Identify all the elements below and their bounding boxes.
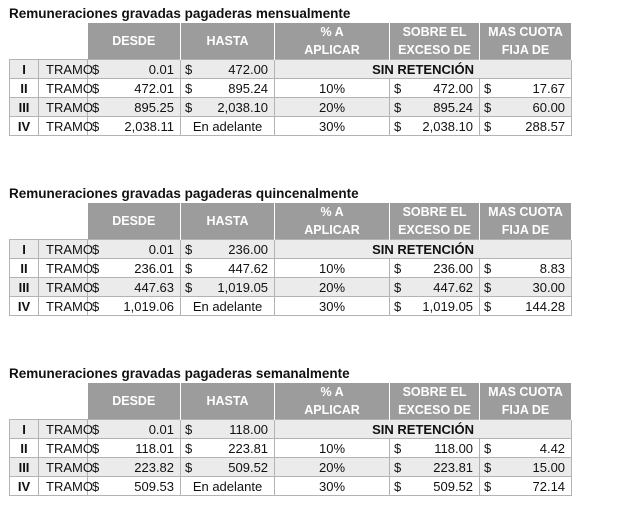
table-row (10, 297, 622, 316)
hasta-value: 895.24 (201, 79, 275, 98)
currency-symbol: $ (390, 259, 410, 278)
currency-symbol: $ (390, 439, 410, 458)
header-cuota-line1: MAS CUOTA (488, 205, 563, 219)
pct-value: 10% (275, 79, 390, 98)
cuota-value: 4.42 (500, 439, 572, 458)
header-exceso-line2: EXCESO DE (398, 403, 471, 417)
header-pct-line1: % A (320, 205, 344, 219)
currency-symbol: $ (88, 278, 108, 297)
currency-symbol: $ (480, 98, 500, 117)
table-row (10, 259, 622, 278)
hasta-value: 509.52 (201, 458, 275, 477)
header-exceso-line1: SOBRE EL (402, 205, 467, 219)
cuota-value: 8.83 (500, 259, 572, 278)
currency-symbol: $ (390, 117, 410, 136)
desde-value: 472.01 (108, 79, 181, 98)
pct-value: 20% (275, 278, 390, 297)
currency-symbol: $ (480, 79, 500, 98)
pct-value: 10% (275, 439, 390, 458)
table-row (10, 420, 622, 439)
desde-value: 447.63 (108, 278, 181, 297)
rate-table-section (9, 365, 621, 496)
currency-symbol: $ (480, 458, 500, 477)
cuota-value: 60.00 (500, 98, 572, 117)
row-numeral: II (10, 79, 39, 98)
header-exceso-line1: SOBRE EL (402, 25, 467, 39)
hasta-value: 236.00 (201, 240, 275, 259)
header-exceso (390, 203, 480, 240)
exceso-value: 447.62 (410, 278, 480, 297)
hasta-value: 447.62 (201, 259, 275, 278)
pct-value: 30% (275, 297, 390, 316)
currency-symbol: $ (181, 259, 201, 278)
currency-symbol: $ (88, 60, 108, 79)
currency-symbol: $ (390, 297, 410, 316)
row-label: TRAMO (39, 278, 88, 297)
currency-symbol: $ (480, 477, 500, 496)
currency-symbol: $ (390, 98, 410, 117)
row-numeral: II (10, 439, 39, 458)
row-numeral: II (10, 259, 39, 278)
currency-symbol: $ (88, 439, 108, 458)
exceso-value: 118.00 (410, 439, 480, 458)
rate-table-section (9, 5, 621, 136)
hasta-value: 472.00 (201, 60, 275, 79)
header-pct-line2: APLICAR (304, 43, 360, 57)
header-desde: DESDE (88, 383, 181, 420)
header-blank (10, 203, 88, 240)
currency-symbol: $ (88, 477, 108, 496)
desde-value: 0.01 (108, 420, 181, 439)
rate-table (9, 383, 622, 496)
header-exceso (390, 23, 480, 60)
exceso-value: 895.24 (410, 98, 480, 117)
header-exceso-line2: EXCESO DE (398, 223, 471, 237)
currency-symbol: $ (181, 240, 201, 259)
hasta-text: En adelante (181, 297, 275, 316)
header-cuota-line1: MAS CUOTA (488, 25, 563, 39)
desde-value: 895.25 (108, 98, 181, 117)
currency-symbol: $ (181, 79, 201, 98)
currency-symbol: $ (390, 79, 410, 98)
exceso-value: 509.52 (410, 477, 480, 496)
header-cuota-line2: FIJA DE (501, 43, 550, 57)
row-numeral: IV (10, 297, 39, 316)
hasta-value: 2,038.10 (201, 98, 275, 117)
header-cuota-line2: FIJA DE (501, 223, 550, 237)
pct-value: 30% (275, 477, 390, 496)
currency-symbol: $ (480, 278, 500, 297)
header-desde: DESDE (88, 23, 181, 60)
pct-value: 20% (275, 458, 390, 477)
header-hasta: HASTA (181, 383, 275, 420)
table-row (10, 98, 622, 117)
exceso-value: 472.00 (410, 79, 480, 98)
currency-symbol: $ (480, 297, 500, 316)
header-hasta: HASTA (181, 23, 275, 60)
currency-symbol: $ (480, 259, 500, 278)
currency-symbol: $ (480, 439, 500, 458)
sin-retencion: SIN RETENCIÓN (275, 60, 572, 79)
row-label: TRAMO (39, 439, 88, 458)
table-row (10, 278, 622, 297)
header-pct-line2: APLICAR (304, 403, 360, 417)
section-title: Remuneraciones gravadas pagaderas semanalmente (9, 366, 350, 381)
section-title: Remuneraciones gravadas pagaderas quincenalmente (9, 186, 359, 201)
header-exceso-line1: SOBRE EL (402, 385, 467, 399)
row-numeral: III (10, 278, 39, 297)
row-label: TRAMO (39, 98, 88, 117)
header-cuota (480, 23, 572, 60)
table-row (10, 458, 622, 477)
hasta-value: 223.81 (201, 439, 275, 458)
header-row (10, 383, 622, 420)
header-cuota-line1: MAS CUOTA (488, 385, 563, 399)
table-row (10, 477, 622, 496)
hasta-text: En adelante (181, 117, 275, 136)
row-label: TRAMO (39, 297, 88, 316)
header-blank (10, 23, 88, 60)
exceso-value: 1,019.05 (410, 297, 480, 316)
pct-value: 20% (275, 98, 390, 117)
hasta-value: 1,019.05 (201, 278, 275, 297)
cuota-value: 30.00 (500, 278, 572, 297)
cuota-value: 17.67 (500, 79, 572, 98)
currency-symbol: $ (181, 98, 201, 117)
header-row (10, 203, 622, 240)
currency-symbol: $ (390, 458, 410, 477)
desde-value: 236.01 (108, 259, 181, 278)
currency-symbol: $ (88, 458, 108, 477)
table-row (10, 60, 622, 79)
hasta-text: En adelante (181, 477, 275, 496)
rate-table-section (9, 185, 621, 316)
currency-symbol: $ (88, 117, 108, 136)
currency-symbol: $ (181, 60, 201, 79)
row-numeral: III (10, 458, 39, 477)
cuota-value: 72.14 (500, 477, 572, 496)
currency-symbol: $ (88, 240, 108, 259)
row-label: TRAMO (39, 60, 88, 79)
pct-value: 30% (275, 117, 390, 136)
pct-value: 10% (275, 259, 390, 278)
header-blank (10, 383, 88, 420)
currency-symbol: $ (88, 79, 108, 98)
row-label: TRAMO (39, 477, 88, 496)
currency-symbol: $ (88, 98, 108, 117)
header-cuota-line2: FIJA DE (501, 403, 550, 417)
currency-symbol: $ (88, 420, 108, 439)
row-numeral: III (10, 98, 39, 117)
currency-symbol: $ (480, 117, 500, 136)
header-exceso (390, 383, 480, 420)
row-numeral: I (10, 60, 39, 79)
header-pct (275, 203, 390, 240)
table-row (10, 117, 622, 136)
header-desde: DESDE (88, 203, 181, 240)
currency-symbol: $ (390, 278, 410, 297)
currency-symbol: $ (390, 477, 410, 496)
desde-value: 2,038.11 (108, 117, 181, 136)
table-row (10, 240, 622, 259)
header-exceso-line2: EXCESO DE (398, 43, 471, 57)
rate-table (9, 203, 622, 316)
sin-retencion: SIN RETENCIÓN (275, 420, 572, 439)
header-row (10, 23, 622, 60)
header-pct (275, 383, 390, 420)
header-cuota (480, 383, 572, 420)
header-cuota (480, 203, 572, 240)
sin-retencion: SIN RETENCIÓN (275, 240, 572, 259)
header-pct-line1: % A (320, 25, 344, 39)
currency-symbol: $ (181, 278, 201, 297)
row-numeral: I (10, 240, 39, 259)
desde-value: 223.82 (108, 458, 181, 477)
row-label: TRAMO (39, 117, 88, 136)
header-pct-line2: APLICAR (304, 223, 360, 237)
currency-symbol: $ (181, 439, 201, 458)
desde-value: 118.01 (108, 439, 181, 458)
header-pct-line1: % A (320, 385, 344, 399)
row-numeral: IV (10, 117, 39, 136)
desde-value: 509.53 (108, 477, 181, 496)
row-label: TRAMO (39, 259, 88, 278)
table-row (10, 439, 622, 458)
row-label: TRAMO (39, 420, 88, 439)
currency-symbol: $ (181, 420, 201, 439)
header-hasta: HASTA (181, 203, 275, 240)
table-row (10, 79, 622, 98)
exceso-value: 236.00 (410, 259, 480, 278)
cuota-value: 288.57 (500, 117, 572, 136)
cuota-value: 15.00 (500, 458, 572, 477)
desde-value: 0.01 (108, 240, 181, 259)
exceso-value: 2,038.10 (410, 117, 480, 136)
row-numeral: I (10, 420, 39, 439)
currency-symbol: $ (88, 297, 108, 316)
exceso-value: 223.81 (410, 458, 480, 477)
desde-value: 1,019.06 (108, 297, 181, 316)
row-label: TRAMO (39, 240, 88, 259)
section-title: Remuneraciones gravadas pagaderas mensualmente (9, 6, 351, 21)
currency-symbol: $ (181, 458, 201, 477)
row-numeral: IV (10, 477, 39, 496)
row-label: TRAMO (39, 458, 88, 477)
desde-value: 0.01 (108, 60, 181, 79)
row-label: TRAMO (39, 79, 88, 98)
rate-table (9, 23, 622, 136)
cuota-value: 144.28 (500, 297, 572, 316)
currency-symbol: $ (88, 259, 108, 278)
header-pct (275, 23, 390, 60)
hasta-value: 118.00 (201, 420, 275, 439)
